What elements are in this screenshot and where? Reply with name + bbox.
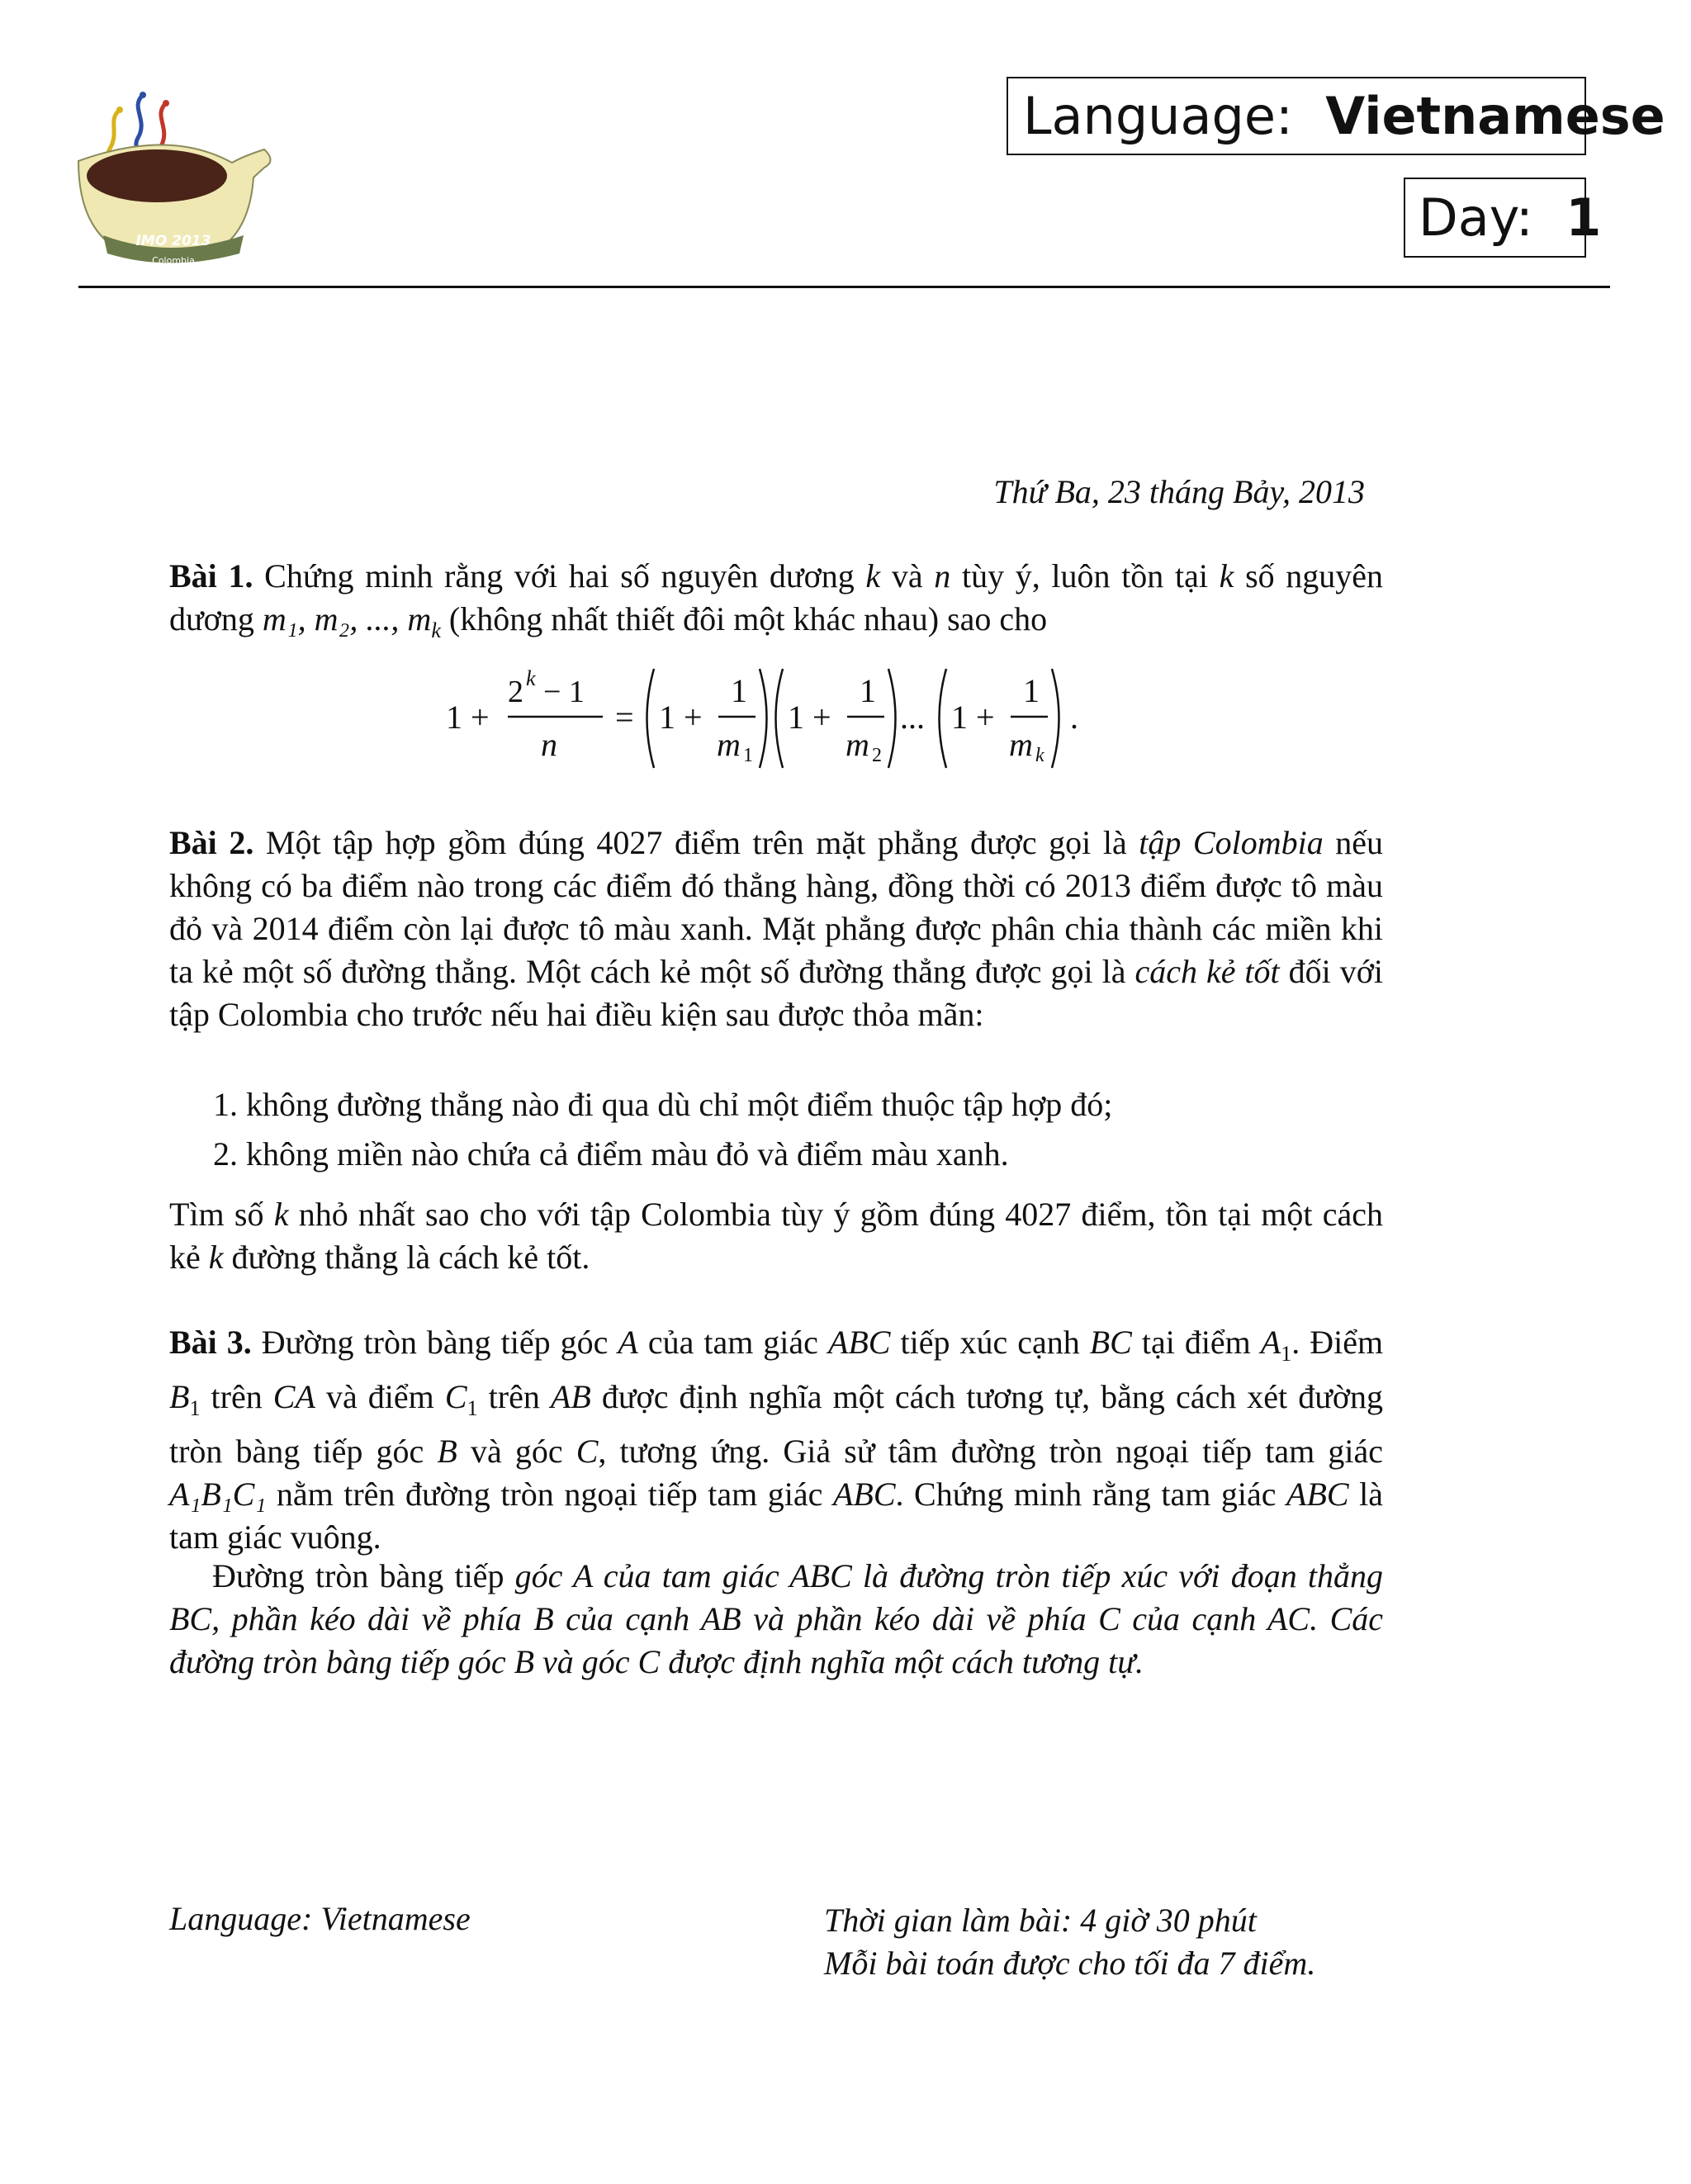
footer-time: Thời gian làm bài: 4 giờ 30 phút [824, 1902, 1257, 1939]
problem-2-text: nhỏ nhất sao cho với tập Colombia tùy ý gồm đúng 4027 điểm, tồn tại một cách kẻ [169, 1196, 1384, 1276]
var-AB: AB [550, 1378, 591, 1415]
problem-3-note [169, 1555, 1383, 1684]
day-box [1404, 178, 1602, 258]
svg-text:m: m [1009, 726, 1033, 763]
svg-text:1: 1 [1023, 672, 1040, 709]
problem-3-text: của tam giác [647, 1324, 818, 1361]
var-ABC: ABC [832, 1476, 896, 1513]
day-value: 1 [1565, 187, 1602, 248]
problem-3-title: Bài 3. [169, 1324, 252, 1361]
term-colombia-set: tập Colombia [1139, 824, 1324, 861]
problem-2-text: đối với tập Colombia cho trước nếu hai điều kiện sau được thỏa mãn: [169, 953, 1384, 1033]
note-text: Đường tròn bàng tiếp [212, 1557, 504, 1594]
var-A: A [618, 1324, 638, 1361]
problem-3-text: và điểm [325, 1378, 434, 1415]
svg-text:1: 1 [743, 745, 753, 766]
problem-2-text: nếu không có ba điểm nào trong các điểm đó thẳng hàng, đồng thời có 2013 điểm được tô màu đỏ và 2014 điểm còn lại được tô màu xanh. Mặt phẳng được phân chia thành các miền khi ta kẻ một số đường thẳng. Một cách kẻ một số đường thẳng được gọi là [169, 824, 1384, 990]
footer-language: Language: Vietnamese [169, 1900, 471, 1937]
var-n: n [934, 557, 951, 595]
svg-text:k: k [526, 666, 536, 690]
svg-text:.: . [1070, 699, 1078, 736]
svg-text:n: n [541, 726, 557, 763]
logo-subtitle: Colombia [152, 255, 195, 266]
problem-1 [169, 555, 1383, 652]
svg-text:2: 2 [872, 745, 882, 766]
problem-1-text: tùy ý, luôn tồn tại [961, 557, 1208, 595]
var-k: k [865, 557, 881, 595]
svg-text:1: 1 [731, 672, 747, 709]
problem-2-text: Tìm số [169, 1196, 264, 1233]
text-and: và [891, 557, 923, 595]
problem-3-text: tại điểm [1141, 1324, 1251, 1361]
logo-title: IMO 2013 [135, 233, 211, 249]
svg-text:2: 2 [508, 675, 523, 709]
footer-points: Mỗi bài toán được cho tối đa 7 điểm. [824, 1945, 1316, 1982]
day-label: Day: [1419, 187, 1533, 248]
problem-1-text: số nguyên dương [169, 557, 1384, 637]
language-label: Language: [1023, 86, 1293, 146]
term-good-arrangement: cách kẻ tốt [1134, 953, 1280, 990]
problem-1-text: (không nhất thiết đôi một khác nhau) sao cho [448, 600, 1048, 637]
var-k: k [273, 1196, 289, 1233]
var-m-sub: k [431, 618, 441, 642]
problem-3-text: . Điểm [1291, 1324, 1384, 1361]
var-k: k [208, 1239, 224, 1276]
problem-3-text: nằm trên đường tròn ngoại tiếp tam giác [276, 1476, 823, 1513]
list-item: 2. không miền nào chứa cả điểm màu đỏ và điểm màu xanh. [213, 1135, 1009, 1173]
var-B: B [437, 1433, 457, 1470]
problem-3-text: tiếp xúc cạnh [900, 1324, 1080, 1361]
var-A1B1C1: A₁B₁C₁ [169, 1476, 267, 1513]
svg-text:− 1: − 1 [543, 675, 585, 709]
problem-2-question [169, 1193, 1383, 1279]
var-C: C [576, 1433, 599, 1470]
svg-text:=: = [615, 699, 634, 736]
problem-3-text: . Chứng minh rằng tam giác [895, 1476, 1277, 1513]
var-CA: CA [272, 1378, 315, 1415]
var-m-list: m₁, m₂, ..., m [262, 600, 432, 637]
var-k: k [1219, 557, 1234, 595]
problem-3-text: Đường tròn bàng tiếp góc [261, 1324, 609, 1361]
exam-date: Thứ Ba, 23 tháng Bảy, 2013 [993, 473, 1365, 510]
svg-text:1 +: 1 + [788, 699, 831, 736]
problem-3-text: là tam giác vuông. [169, 1476, 1384, 1556]
problem-1-text: Chứng minh rằng với hai số nguyên dương [264, 557, 855, 595]
svg-text:1 +: 1 + [951, 699, 995, 736]
problem-3-text: trên [211, 1378, 263, 1415]
var-BC: BC [1089, 1324, 1132, 1361]
header-divider [78, 286, 1610, 288]
var-ABC: ABC [1286, 1476, 1349, 1513]
problem-3: Bài 3. Đường tròn bàng tiếp góc A của tam giác ABC tiếp xúc cạnh BC tại điểm $A_1$. Điểm $B_1$ trên CA và điểm $C_1$ trên AB được định nghĩa một cách tương tự, bằng cách xét đường tròn bàng tiếp góc B và góc C, tương ứng. Giả sử tâm đường tròn ngoại tiếp tam giác A₁B₁C₁ nằm trên đường tròn ngoại tiếp tam giác ABC. Chứng minh rằng tam giác ABC là tam giác vuông. [169, 1324, 1384, 1556]
problem-2-text: Một tập hợp gồm đúng 4027 điểm trên mặt phẳng được gọi là [265, 824, 1127, 861]
var-C1: C [444, 1378, 467, 1415]
note-text-italic: góc A của tam giác ABC là đường tròn tiếp xúc với đoạn thẳng BC, phần kéo dài về phía B của cạnh AB và phần kéo dài về phía C của cạnh AC. Các đường tròn bàng tiếp góc B và góc C được định nghĩa một cách tương tự. [169, 1557, 1384, 1680]
svg-text:1: 1 [860, 672, 876, 709]
imo-2013-logo [70, 70, 277, 277]
problem-2-conditions [213, 1083, 1385, 1176]
problem-1-title: Bài 1. [169, 557, 253, 595]
svg-text:m: m [846, 726, 869, 763]
problem-3-text: , tương ứng. Giả sử tâm đường tròn ngoại tiếp tam giác [598, 1433, 1384, 1470]
footer-info [824, 1899, 1315, 1985]
problem-3-text: được định nghĩa một cách tương tự, bằng cách xét đường tròn bàng tiếp góc [169, 1378, 1384, 1470]
svg-text:...: ... [900, 699, 925, 736]
svg-text:1 +: 1 + [446, 699, 490, 736]
problem-3-text: và góc [470, 1433, 563, 1470]
problem-1-formula [438, 661, 1181, 776]
problem-2-title: Bài 2. [169, 824, 254, 861]
var-ABC: ABC [827, 1324, 891, 1361]
svg-text:m: m [717, 726, 741, 763]
language-value: Vietnamese [1325, 86, 1665, 146]
var-A1: A [1260, 1324, 1281, 1361]
problem-2-text: đường thẳng là cách kẻ tốt. [231, 1239, 590, 1276]
problem-2 [169, 822, 1383, 1036]
list-item: 1. không đường thẳng nào đi qua dù chỉ một điểm thuộc tập hợp đó; [213, 1086, 1113, 1123]
problem-3-text: trên [488, 1378, 540, 1415]
language-box [1007, 77, 1665, 155]
svg-text:k: k [1035, 745, 1044, 766]
var-B1: B [169, 1378, 190, 1415]
svg-text:1 +: 1 + [659, 699, 703, 736]
